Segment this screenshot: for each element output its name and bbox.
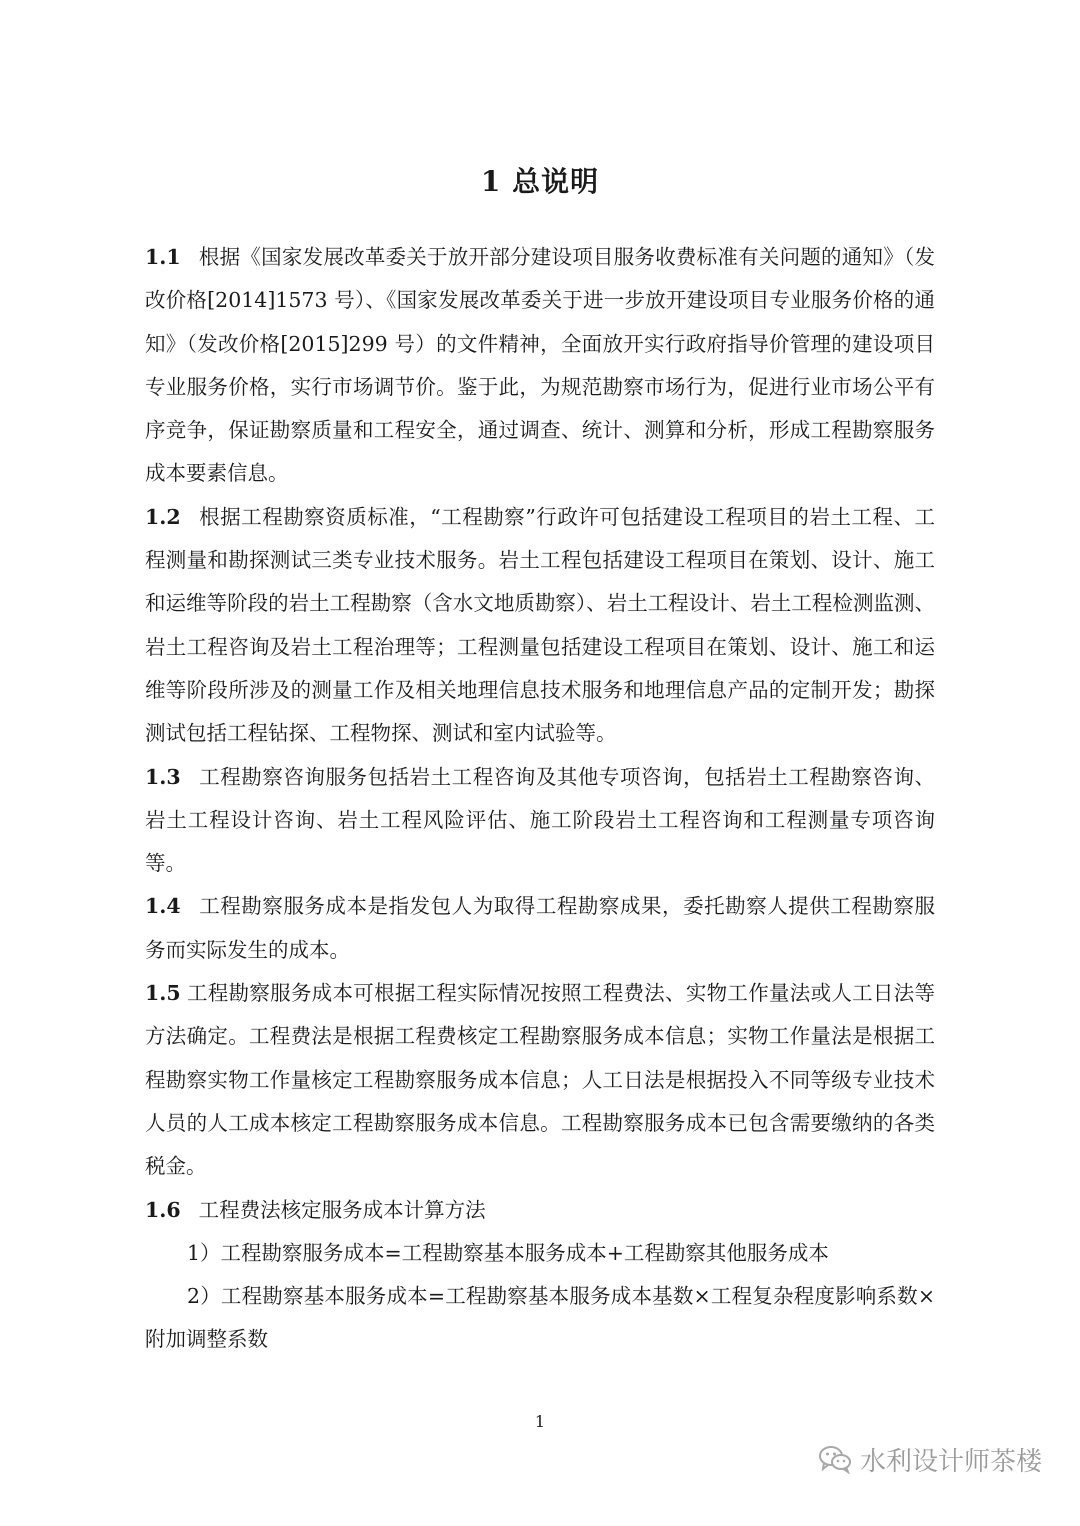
section-1-2 — [145, 496, 935, 756]
formula-2: 2）工程勘察基本服务成本=工程勘察基本服务成本基数×工程复杂程度影响系数×附加调整系数 — [145, 1284, 935, 1352]
watermark — [818, 1438, 1042, 1480]
document-body — [145, 236, 935, 1362]
watermark-text: 水利设计师茶楼 — [860, 1446, 1043, 1477]
wechat-icon — [818, 1444, 852, 1474]
section-text: 根据工程勘察资质标准，“工程勘察”行政许可包括建设工程项目的岩土工程、工程测量和勘探测试三类专业技术服务。岩土工程包括建设工程项目在策划、设计、施工和运维等阶段的岩土工程勘察（含水文地质勘察）、岩土工程设计、岩土工程检测监测、岩土工程咨询及岩土工程治理等；工程测量包括建设工程项目在策划、设计、施工和运维等阶段所涉及的测量工作及相关地理信息技术服务和地理信息产品的定制开发；勘探测试包括工程钻探、工程物探、测试和室内试验等。 — [145, 504, 935, 746]
section-text: 工程勘察服务成本可根据工程实际情况按照工程费法、实物工作量法或人工日法等方法确定。工程费法是根据工程费核定工程勘察服务成本信息；实物工作量法是根据工程勘察实物工作量核定工程勘察服务成本信息；人工日法是根据投入不同等级专业技术人员的人工成本核定工程勘察服务成本信息。工程勘察服务成本已包含需要缴纳的各类税金。 — [145, 981, 935, 1179]
section-1-4 — [145, 885, 935, 972]
section-1-3 — [145, 756, 935, 886]
section-1-5 — [145, 972, 935, 1188]
section-number: 1.4 — [145, 894, 181, 919]
section-text: 根据《国家发展改革委关于放开部分建设项目服务收费标准有关问题的通知》（发改价格[2014]1573 号）、《国家发展改革委关于进一步放开建设项目专业服务价格的通知》（发改价格[2015]299 号）的文件精神，全面放开实行政府指导价管理的建设项目专业服务价格，实行市场调节价。鉴于此，为规范勘察市场行为，促进行业市场公平有序竞争，保证勘察质量和工程安全，通过调查、统计、测算和分析，形成工程勘察服务成本要素信息。 — [145, 245, 935, 486]
section-1-6 — [145, 1189, 935, 1232]
section-number: 1.1 — [145, 245, 181, 269]
section-text: 工程勘察服务成本是指发包人为取得工程勘察成果，委托勘察人提供工程勘察服务而实际发生的成本。 — [145, 894, 935, 962]
section-text: 工程费法核定服务成本计算方法 — [198, 1197, 486, 1222]
section-1-1 — [145, 236, 935, 496]
section-number: 1.3 — [145, 764, 181, 789]
section-number: 1.2 — [145, 504, 181, 529]
section-number: 1.6 — [145, 1197, 181, 1222]
page-number: 1 — [534, 1412, 546, 1431]
section-number: 1.5 — [145, 981, 181, 1006]
section-text: 工程勘察咨询服务包括岩土工程咨询及其他专项咨询，包括岩土工程勘察咨询、岩土工程设计咨询、岩土工程风险评估、施工阶段岩土工程咨询和工程测量专项咨询等。 — [145, 764, 935, 876]
formula-1: 1）工程勘察服务成本=工程勘察基本服务成本+工程勘察其他服务成本 — [187, 1240, 829, 1265]
page-title: 1 总说明 — [480, 165, 600, 198]
